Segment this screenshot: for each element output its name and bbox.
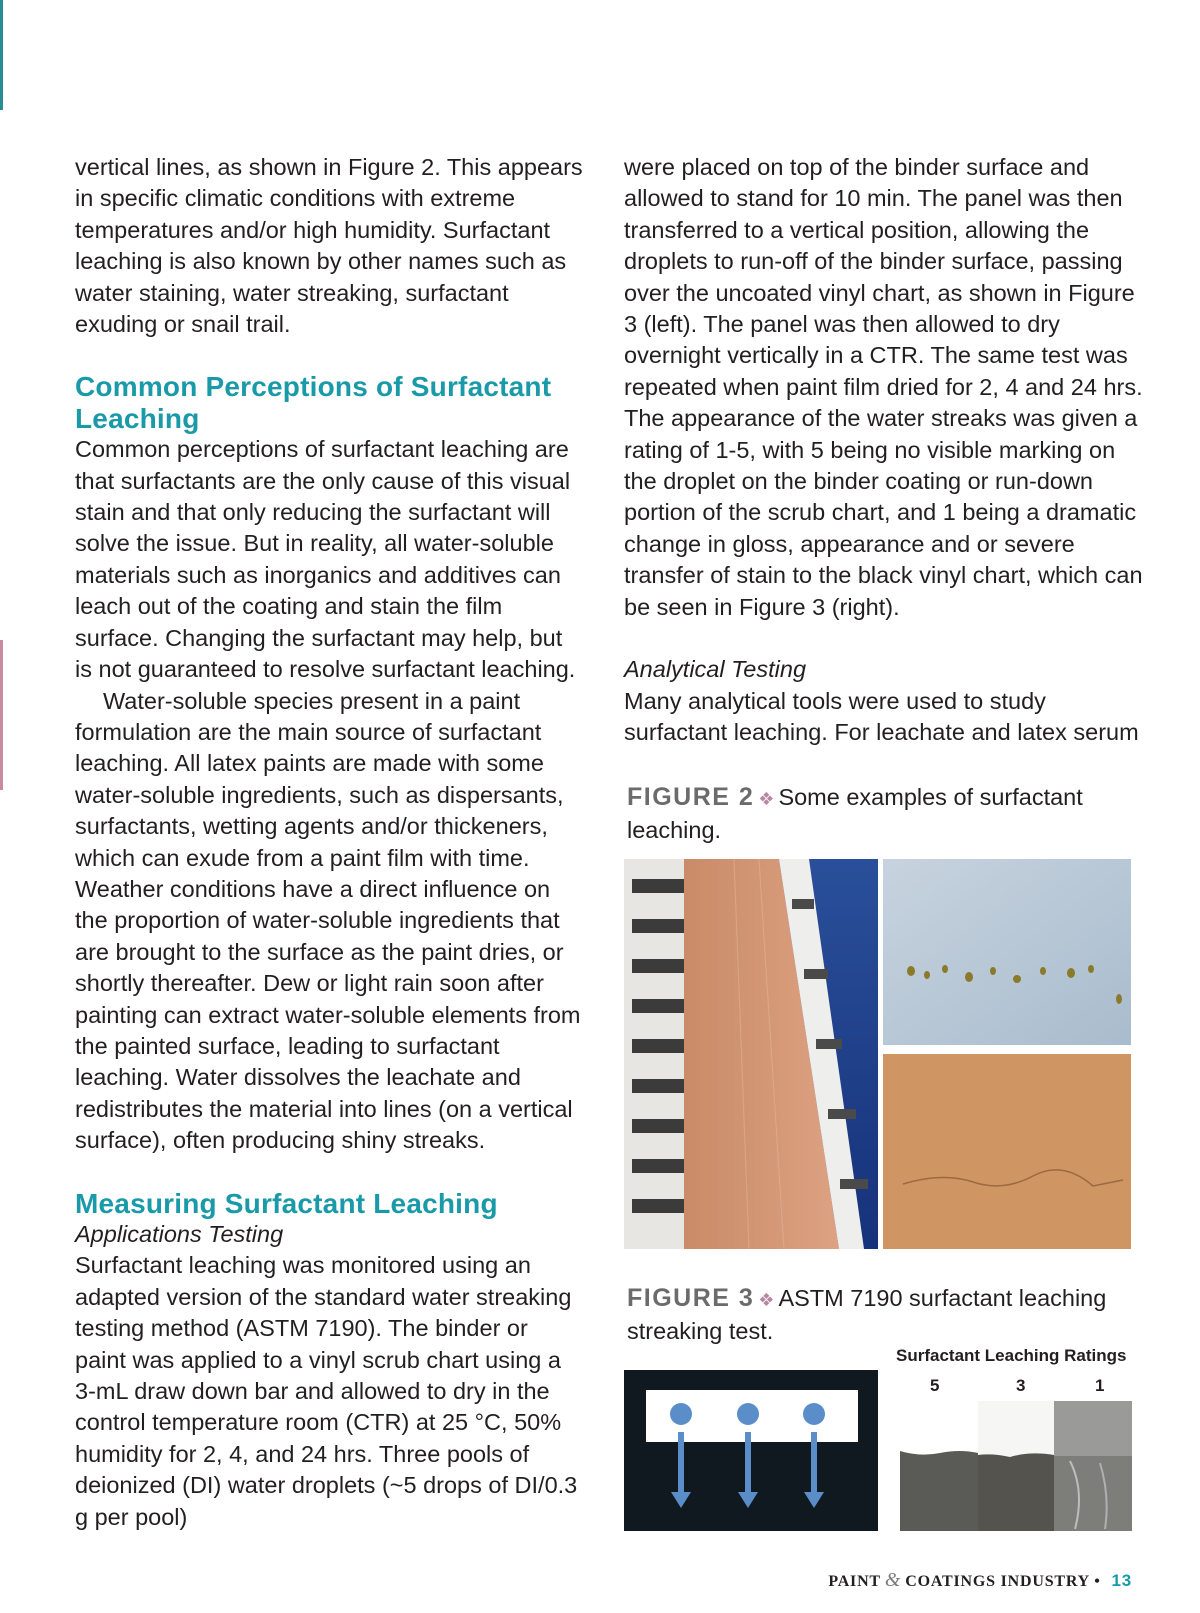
left-column (75, 152, 585, 1533)
paragraph-applications: Surfactant leaching was monitored using an adapted version of the standard water streaking testing method (ASTM 7190). The binder or paint was applied to a vinyl scrub chart using a 3-mL draw down bar and allowed to dry in the control temperature room (CTR) at 25 °C, 50% humidity for 2, 4, and 24 hrs. Three pools of deionized (DI) water droplets (~5 drops of DI/0.3 g per pool) (75, 1252, 578, 1530)
figure-2-building-photo (624, 859, 878, 1249)
page-footer (828, 1569, 1132, 1592)
figure-3-text: ASTM 7190 surfactant leaching streaking test. (627, 1285, 1107, 1345)
figure-3-test-diagram (624, 1370, 878, 1531)
figure-3-separator: ❖ (758, 1290, 775, 1310)
page-edge-teal (0, 0, 3, 110)
figure-3-caption (627, 1283, 1127, 1348)
page-edge-pink (0, 640, 3, 790)
figure-2-label: FIGURE 2 (627, 783, 755, 811)
figure-2-streak-drops-photo (883, 859, 1131, 1045)
figure-2-orange-wall-photo (883, 1054, 1131, 1249)
page-number: 13 (1111, 1571, 1132, 1590)
figure-3-ratings-photo (900, 1401, 1132, 1531)
rating-3: 3 (1016, 1376, 1026, 1395)
footer-bullet: • (1094, 1573, 1101, 1590)
paragraph-analytical: Many analytical tools were used to study surfactant leaching. For leachate and latex serum (624, 687, 1139, 745)
subheading-analytical-testing: Analytical Testing (624, 656, 807, 683)
magazine-name-right: COATINGS INDUSTRY (905, 1573, 1090, 1590)
rating-5: 5 (930, 1376, 940, 1395)
figure-2-caption (627, 782, 1107, 847)
paragraph-continued-right: were placed on top of the binder surface and allowed to stand for 10 min. The panel was then transferred to a vertical position, allowing the droplets to run-off of the binder surface, passing over the uncoated vinyl chart, as shown in Figure 3 (left). The panel was then allowed to dry overnight vertically in a CTR. The same test was repeated when paint film dried for 2, 4 and 24 hrs. The appearance of the water streaks was given a rating of 1-5, with 5 being no visible marking on the droplet on the binder coating or run-down portion of the scrub chart, and 1 being a dramatic change in gloss, appearance and or severe transfer of stain to the black vinyl chart, which can be seen in Figure 3 (right). (624, 154, 1143, 620)
paragraph-perceptions: Common perceptions of surfactant leaching are that surfactants are the only cause of this visual stain and that only reducing the surfactant will solve the issue. But in reality, all water-soluble materials such as inorganics and additives can leach out of the coating and stain the film surface. Changing the surfactant may help, but is not guaranteed to resolve surfactant leaching. (75, 436, 576, 683)
figure-2-separator: ❖ (758, 789, 775, 809)
figure-3-label: FIGURE 3 (627, 1284, 755, 1312)
rating-1: 1 (1095, 1376, 1105, 1395)
heading-measuring-leaching: Measuring Surfactant Leaching (75, 1187, 498, 1219)
paragraph-water-soluble: Water-soluble species present in a paint formulation are the main source of surfactant leaching. All latex paints are made with some water-soluble ingredients, such as dispersants, surfactants, wetting agents and/or thickeners, which can exude from a paint film with time. Weather conditions have a direct influence on the proportion of water-soluble ingredients that are brought to the surface as the paint dries, or shortly thereafter. Dew or light rain soon after painting can extract water-soluble elements from the painted surface, leading to surfactant leaching. Water dissolves the leachate and redistributes the material into lines (on a vertical surface), often producing shiny streaks. (75, 687, 581, 1154)
ratings-title: Surfactant Leaching Ratings (896, 1346, 1127, 1365)
paragraph-continued-left: vertical lines, as shown in Figure 2. This appears in specific climatic conditions with extreme temperatures and/or high humidity. Surfactant leaching is also known by other names such as water staining, water streaking, surfactant exuding or snail trail. (75, 154, 583, 338)
subheading-applications-testing: Applications Testing (75, 1221, 284, 1247)
heading-common-perceptions: Common Perceptions of Surfactant Leaching (75, 371, 552, 434)
magazine-name-left: PAINT (828, 1573, 881, 1590)
figure-2-text: Some examples of surfactant leaching. (627, 784, 1083, 844)
magazine-ampersand: & (884, 1569, 902, 1591)
right-column (624, 152, 1144, 748)
